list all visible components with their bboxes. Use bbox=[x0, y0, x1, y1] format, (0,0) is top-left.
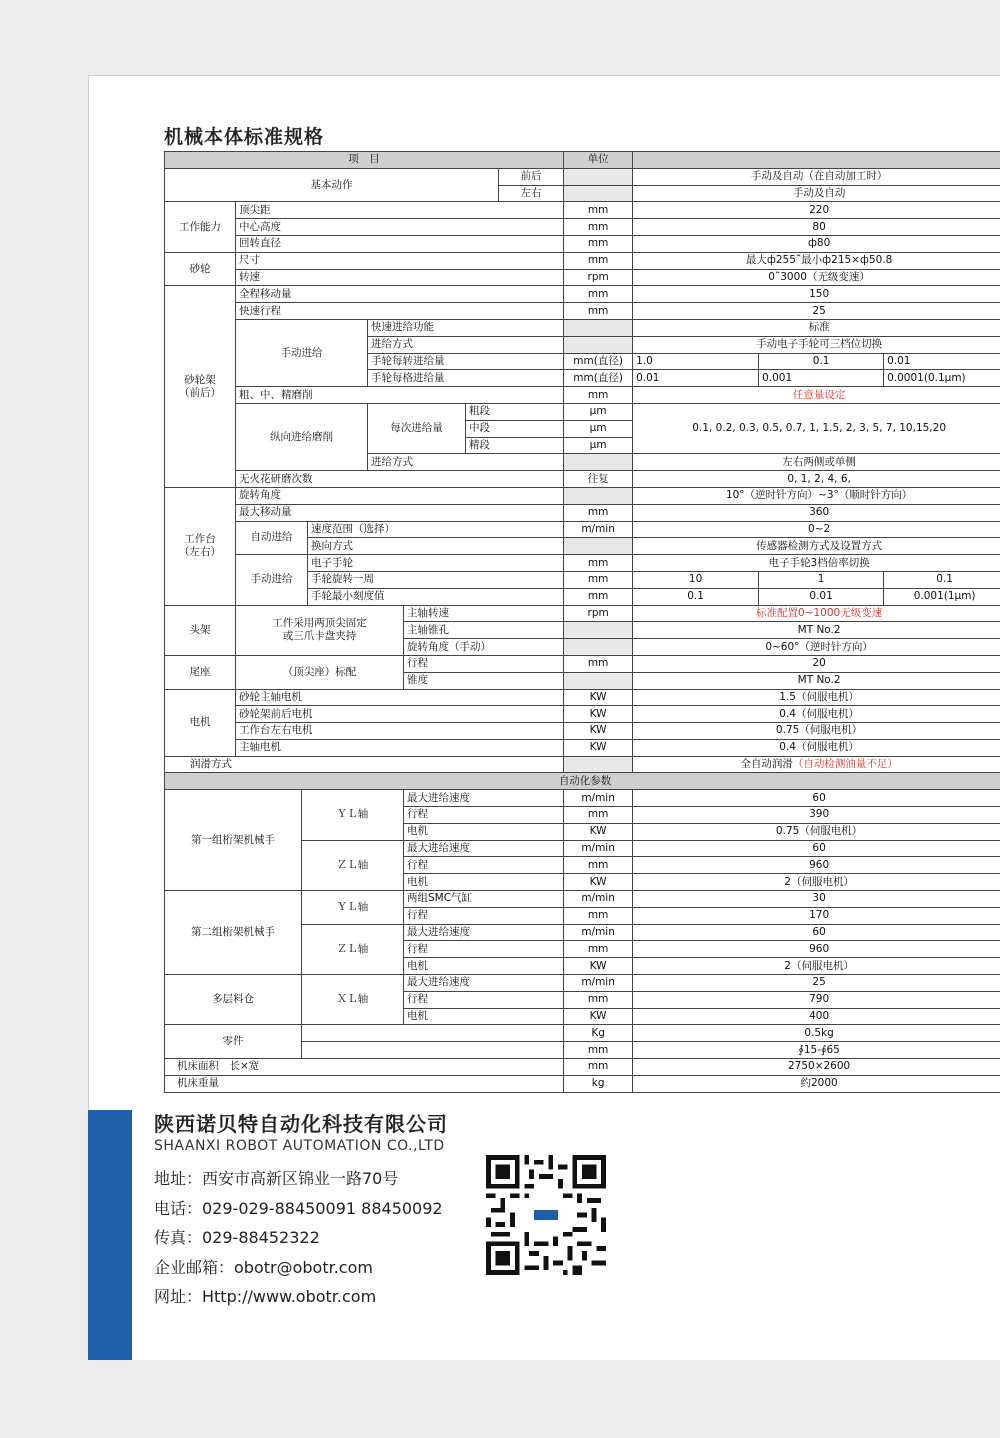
table-row: 机床面积 长×宽 mm 2750×2600 bbox=[165, 1059, 1000, 1076]
group-label: 零件 bbox=[165, 1025, 302, 1059]
table-row: 零件 Kg 0.5kg bbox=[165, 1025, 1000, 1042]
table-row: 电机 KW 2（伺服电机） bbox=[165, 874, 1000, 891]
table-row: 进给方式 左右两侧或单侧 bbox=[165, 454, 1000, 471]
table-row: 电机 KW 400 bbox=[165, 1008, 1000, 1025]
table-row: 手轮每格进给量 mm(直径) 0.01 0.001 0.0001(0.1μm) bbox=[165, 370, 1000, 387]
table-row: 电机 KW 0.75（伺服电机） bbox=[165, 823, 1000, 840]
table-row: 快速行程 mm 25 bbox=[165, 303, 1000, 320]
table-row: 手轮每转进给量 mm(直径) 1.0 0.1 0.01 bbox=[165, 353, 1000, 370]
table-row: 中段 μm bbox=[165, 420, 1000, 437]
table-row: 精段 μm bbox=[165, 437, 1000, 454]
table-row: 行程 mm 390 bbox=[165, 807, 1000, 824]
group-label: 第一组桁架机械手 bbox=[165, 790, 302, 891]
section-row bbox=[165, 773, 1000, 790]
group-label: 电机 bbox=[165, 689, 236, 756]
table-row: 回转直径 mm ф80 bbox=[165, 235, 1000, 252]
table-row: 行程 mm 960 bbox=[165, 857, 1000, 874]
table-row: 手轮最小刻度值 mm 0.1 0.01 0.001(1μm) bbox=[165, 588, 1000, 605]
table-row: 尾座 （顶尖座）标配 行程 mm 20 bbox=[165, 655, 1000, 672]
table-row: ＺＬ轴 最大进给速度 m/min 60 bbox=[165, 924, 1000, 941]
company-name-cn: 陕西诺贝特自动化科技有限公司 bbox=[154, 1112, 448, 1136]
table-row: 基本动作 前后 手动及自动（在自动加工时） bbox=[165, 168, 1000, 185]
group-label: 砂轮架 （前后） bbox=[165, 286, 236, 488]
table-row: 电机 KW 2（伺服电机） bbox=[165, 958, 1000, 975]
section-title: 自动化参数 bbox=[165, 773, 1000, 790]
table-row: 粗、中、精磨削 mm 任意量设定 bbox=[165, 387, 1000, 404]
table-row: 工作能力 顶尖距 mm 220 bbox=[165, 202, 1000, 219]
group-label: 多层料仓 bbox=[165, 975, 302, 1025]
header-item: 项 目 bbox=[165, 152, 564, 169]
group-label: 砂轮 bbox=[165, 252, 236, 286]
header-unit: 单位 bbox=[564, 152, 633, 169]
group-label: 工作能力 bbox=[165, 202, 236, 252]
table-row: 机床重量 kg 约2000 bbox=[165, 1075, 1000, 1092]
table-row: 工作台左右电机 KW 0.75（伺服电机） bbox=[165, 723, 1000, 740]
table-row: 自动进给 速度范围（选择） m/min 0~2 bbox=[165, 521, 1000, 538]
table-row: 左右 手动及自动 bbox=[165, 185, 1000, 202]
address: 地址：西安市高新区锦业一路70号 bbox=[154, 1169, 399, 1188]
table-row: 中心高度 mm 80 bbox=[165, 219, 1000, 236]
table-row: 砂轮架前后电机 KW 0.4（伺服电机） bbox=[165, 706, 1000, 723]
table-row: 砂轮 尺寸 mm 最大ф255˜最小ф215×ф50.8 bbox=[165, 252, 1000, 269]
table-row: 行程 mm 170 bbox=[165, 907, 1000, 924]
group-label: 尾座 bbox=[165, 655, 236, 689]
table-row: 行程 mm 960 bbox=[165, 941, 1000, 958]
table-row: 工作台 （左右） 旋转角度 10°（逆时针方向）~3°（顺时针方向） bbox=[165, 487, 1000, 504]
table-row: 旋转角度（手动） 0~60°（逆时针方向） bbox=[165, 639, 1000, 656]
table-row: 纵向进给磨削 每次进给量 粗段 μm 0.1, 0.2, 0.3, 0.5, 0.7, 1, 1.5, 2, 3, 5, 7, 10,15,20 bbox=[165, 403, 1000, 420]
company-name-en: SHAANXI ROBOT AUTOMATION CO.,LTD bbox=[154, 1138, 445, 1154]
table-row: 无火花研磨次数 往复 0, 1, 2, 4, 6, bbox=[165, 471, 1000, 488]
table-row: 手动进给 电子手轮 mm 电子手轮3档倍率切换 bbox=[165, 555, 1000, 572]
table-row: 第一组桁架机械手 ＹＬ轴 最大进给速度 m/min 60 bbox=[165, 790, 1000, 807]
table-row: 行程 mm 790 bbox=[165, 991, 1000, 1008]
group-label: 头架 bbox=[165, 605, 236, 655]
table-row: 主轴电机 KW 0.4（伺服电机） bbox=[165, 739, 1000, 756]
page-title: 机械本体标准规格 bbox=[164, 126, 325, 148]
phone: 电话：029-029-88450091 88450092 bbox=[154, 1198, 443, 1218]
spec-table bbox=[164, 151, 1000, 1093]
table-row: 砂轮架 （前后） 全程移动量 mm 150 bbox=[165, 286, 1000, 303]
group-label: 工作台 （左右） bbox=[165, 487, 236, 605]
table-row: 最大移动量 mm 360 bbox=[165, 504, 1000, 521]
qr-code-icon[interactable] bbox=[486, 1155, 606, 1275]
table-row: 转速 rpm 0˜3000（无级变速） bbox=[165, 269, 1000, 286]
group-label: 第二组桁架机械手 bbox=[165, 891, 302, 975]
header-row bbox=[165, 152, 1000, 169]
table-row: 锥度 MT No.2 bbox=[165, 672, 1000, 689]
website-link[interactable]: 网址：Http://www.obotr.com bbox=[154, 1287, 377, 1306]
table-row: 进给方式 手动电子手轮可三档位切换 bbox=[165, 336, 1000, 353]
table-row: 换向方式 传感器检测方式及设置方式 bbox=[165, 538, 1000, 555]
table-row: 多层料仓 ＸＬ轴 最大进给速度 m/min 25 bbox=[165, 975, 1000, 992]
table-row: 润滑方式 全自动润滑（自动检测油量不足） bbox=[165, 756, 1000, 773]
email: 企业邮箱：obotr@obotr.com bbox=[154, 1257, 373, 1277]
table-row: mm ∮15-∮65 bbox=[165, 1042, 1000, 1059]
fax: 传真：029-88452322 bbox=[154, 1228, 320, 1247]
company-footer bbox=[154, 1108, 448, 1312]
table-row: 头架 工件采用两顶尖固定 或三爪卡盘夹持 主轴转速 rpm 标准配置0~1000无级变速 bbox=[165, 605, 1000, 622]
table-row: 主轴锥孔 MT No.2 bbox=[165, 622, 1000, 639]
table-row: 电机 砂轮主轴电机 KW 1.5（伺服电机） bbox=[165, 689, 1000, 706]
table-row: 手动进给 快速进给功能 标准 bbox=[165, 319, 1000, 336]
table-row: ＺＬ轴 最大进给速度 m/min 60 bbox=[165, 840, 1000, 857]
table-row: 第二组桁架机械手 ＹＬ轴 两组SMC气缸 m/min 30 bbox=[165, 891, 1000, 908]
table-row: 手轮旋转一周 mm 10 1 0.1 bbox=[165, 571, 1000, 588]
accent-bar bbox=[88, 1110, 132, 1360]
